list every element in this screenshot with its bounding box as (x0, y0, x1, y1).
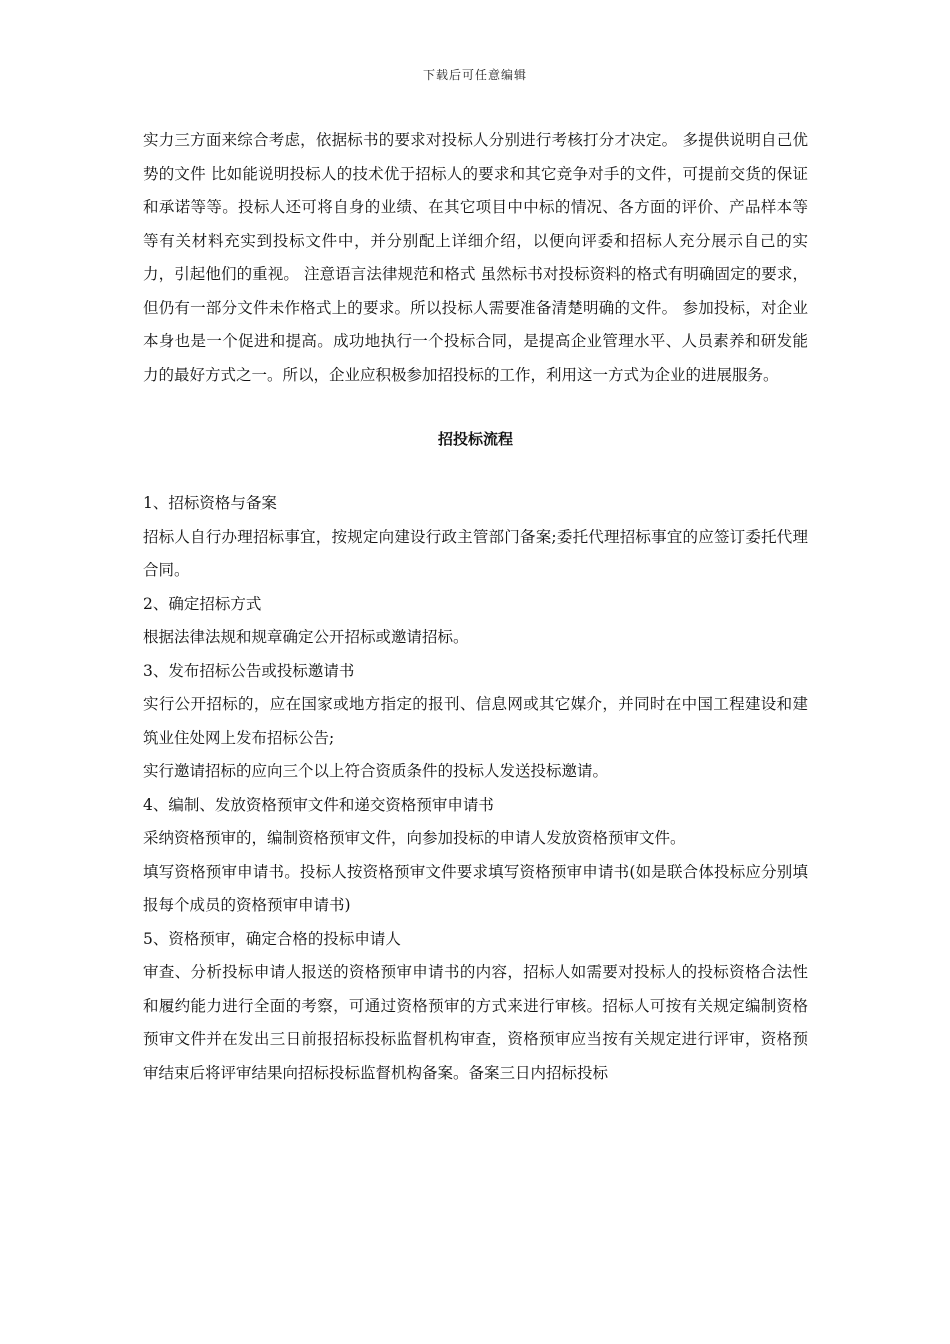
step-heading: 3、发布招标公告或投标邀请书 (143, 661, 355, 680)
step-text: 实行公开招标的，应在国家或地方指定的报刊、信息网或其它媒介，并同时在中国工程建设和建筑业住处网上发布招标公告; (143, 695, 808, 747)
step-text: 采纳资格预审的，编制资格预审文件，向参加投标的申请人发放资格预审文件。 (143, 829, 686, 847)
step-text: 审查、分析投标申请人报送的资格预审申请书的内容，招标人如需要对投标人的投标资格合法性和履约能力进行全面的考察，可通过资格预审的方式来进行审核。招标人可按有关规定编制资格预审文件并在发出三日前报招标投标监督机构审查，资格预审应当按有关规定进行评审，资格预审结束后将评审结果向招标投标监督机构备案。备案三日内招标投标 (143, 963, 808, 1082)
document-body (143, 124, 808, 1090)
step-text: 招标人自行办理招标事宜，按规定向建设行政主管部门备案;委托代理招标事宜的应签订委托代理合同。 (143, 527, 808, 579)
intro-paragraph: 实力三方面来综合考虑，依据标书的要求对投标人分别进行考核打分才决定。 多提供说明自己优势的文件 比如能说明投标人的技术优于招标人的要求和其它竞争对手的文件，可提前交货的保证和承诺等等。投标人还可将自身的业绩、在其它项目中中标的情况、各方面的评价、产品样本等等有关材料充实到投标文件中，并分别配上详细介绍，以便向评委和招标人充分展示自己的实力，引起他们的重视。 注意语言法律规范和格式 虽然标书对投标资料的格式有明确固定的要求，但仍有一部分文件未作格式上的要求。所以投标人需要准备清楚明确的文件。 参加投标，对企业本身也是一个促进和提高。成功地执行一个投标合同，是提高企业管理水平、人员素养和研发能力的最好方式之一。所以，企业应积极参加招投标的工作，利用这一方式为企业的进展服务。 (143, 131, 808, 384)
step-text: 填写资格预审申请书。投标人按资格预审文件要求填写资格预审申请书(如是联合体投标应分别填报每个成员的资格预审申请书) (143, 862, 808, 914)
step-heading: 1、招标资格与备案 (143, 494, 277, 512)
step-text: 实行邀请招标的应向三个以上符合资质条件的投标人发送投标邀请。 (143, 762, 609, 780)
step-heading: 2、确定招标方式 (143, 594, 262, 613)
section-title: 招投标流程 (437, 430, 513, 448)
step-text: 根据法律法规和规章确定公开招标或邀请招标。 (143, 628, 469, 646)
page-header: 下载后可任意编辑 (422, 68, 527, 82)
step-heading: 4、编制、发放资格预审文件和递交资格预审申请书 (143, 795, 494, 814)
step-heading: 5、资格预审，确定合格的投标申请人 (143, 929, 401, 948)
